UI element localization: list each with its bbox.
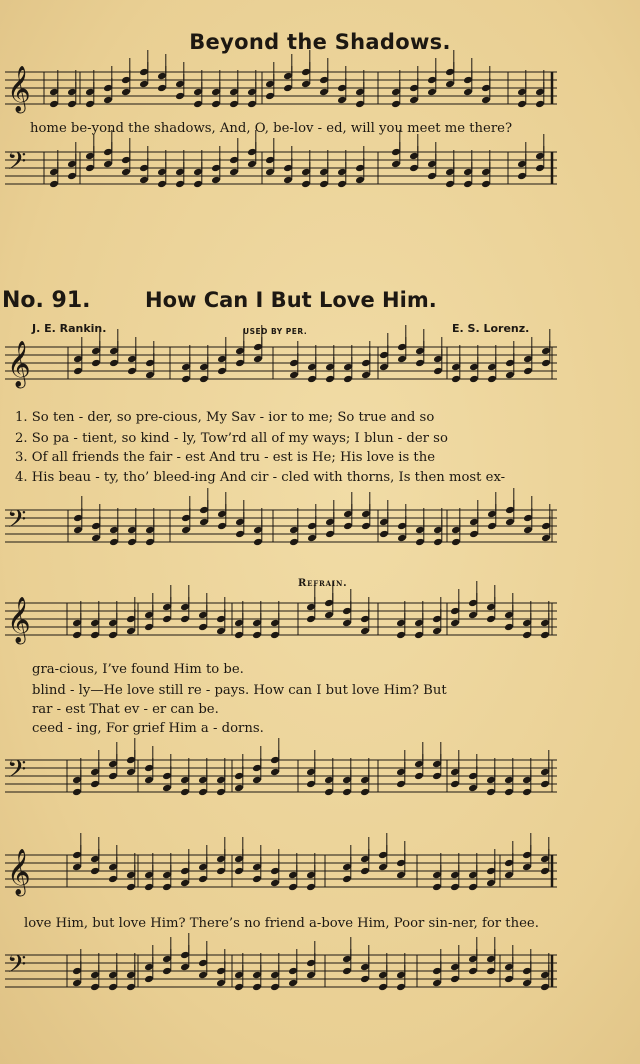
hymn-title: How Can I But Love Him. xyxy=(145,288,437,312)
verse-1-line-2: gra-cious, I’ve found Him to be. xyxy=(32,662,244,677)
top-hymn-title: Beyond the Shadows. xyxy=(189,30,451,54)
words-credit: J. E. Rankin. xyxy=(32,322,107,335)
svg-text:𝄞: 𝄞 xyxy=(7,341,31,387)
svg-text:𝄞: 𝄞 xyxy=(7,849,31,895)
refrain-label: Refrain. xyxy=(298,578,348,589)
svg-text:𝄢: 𝄢 xyxy=(7,950,27,985)
refrain-lyric: love Him, but love Him? There’s no friend a-bove Him, Poor sin-ner, for thee. xyxy=(24,916,539,931)
verse-3-line-1: 3. Of all friends the fair - est And tru - est is He; His love is the xyxy=(15,450,436,465)
verse-3-line-2: rar - est That ev - er can be. xyxy=(32,702,219,717)
music-credit: E. S. Lorenz. xyxy=(452,322,530,335)
svg-text:𝄞: 𝄞 xyxy=(7,66,31,112)
permission-note: USED BY PER. xyxy=(243,327,308,336)
top-hymn-lyric: home be-yond the shadows, And, O, be-lov - ed, will you meet me there? xyxy=(30,121,513,136)
svg-text:𝄢: 𝄢 xyxy=(7,147,27,182)
hymn-number: No. 91. xyxy=(2,288,91,313)
verse-4-line-2: ceed - ing, For grief Him a - dorns. xyxy=(32,721,264,736)
svg-text:𝄢: 𝄢 xyxy=(7,505,27,540)
svg-text:𝄢: 𝄢 xyxy=(7,755,27,790)
verse-1-line-1: 1. So ten - der, so pre-cious, My Sav - ior to me; So true and so xyxy=(15,410,435,425)
verse-4-line-1: 4. His beau - ty, tho’ bleed-ing And cir - cled with thorns, Is then most ex- xyxy=(15,470,506,485)
verse-2-line-2: blind - ly—He love still re - pays. How can I but love Him? But xyxy=(32,683,447,698)
svg-text:𝄞: 𝄞 xyxy=(7,597,31,643)
verse-2-line-1: 2. So pa - tient, so kind - ly, Tow’rd all of my ways; I blun - der so xyxy=(15,431,448,446)
